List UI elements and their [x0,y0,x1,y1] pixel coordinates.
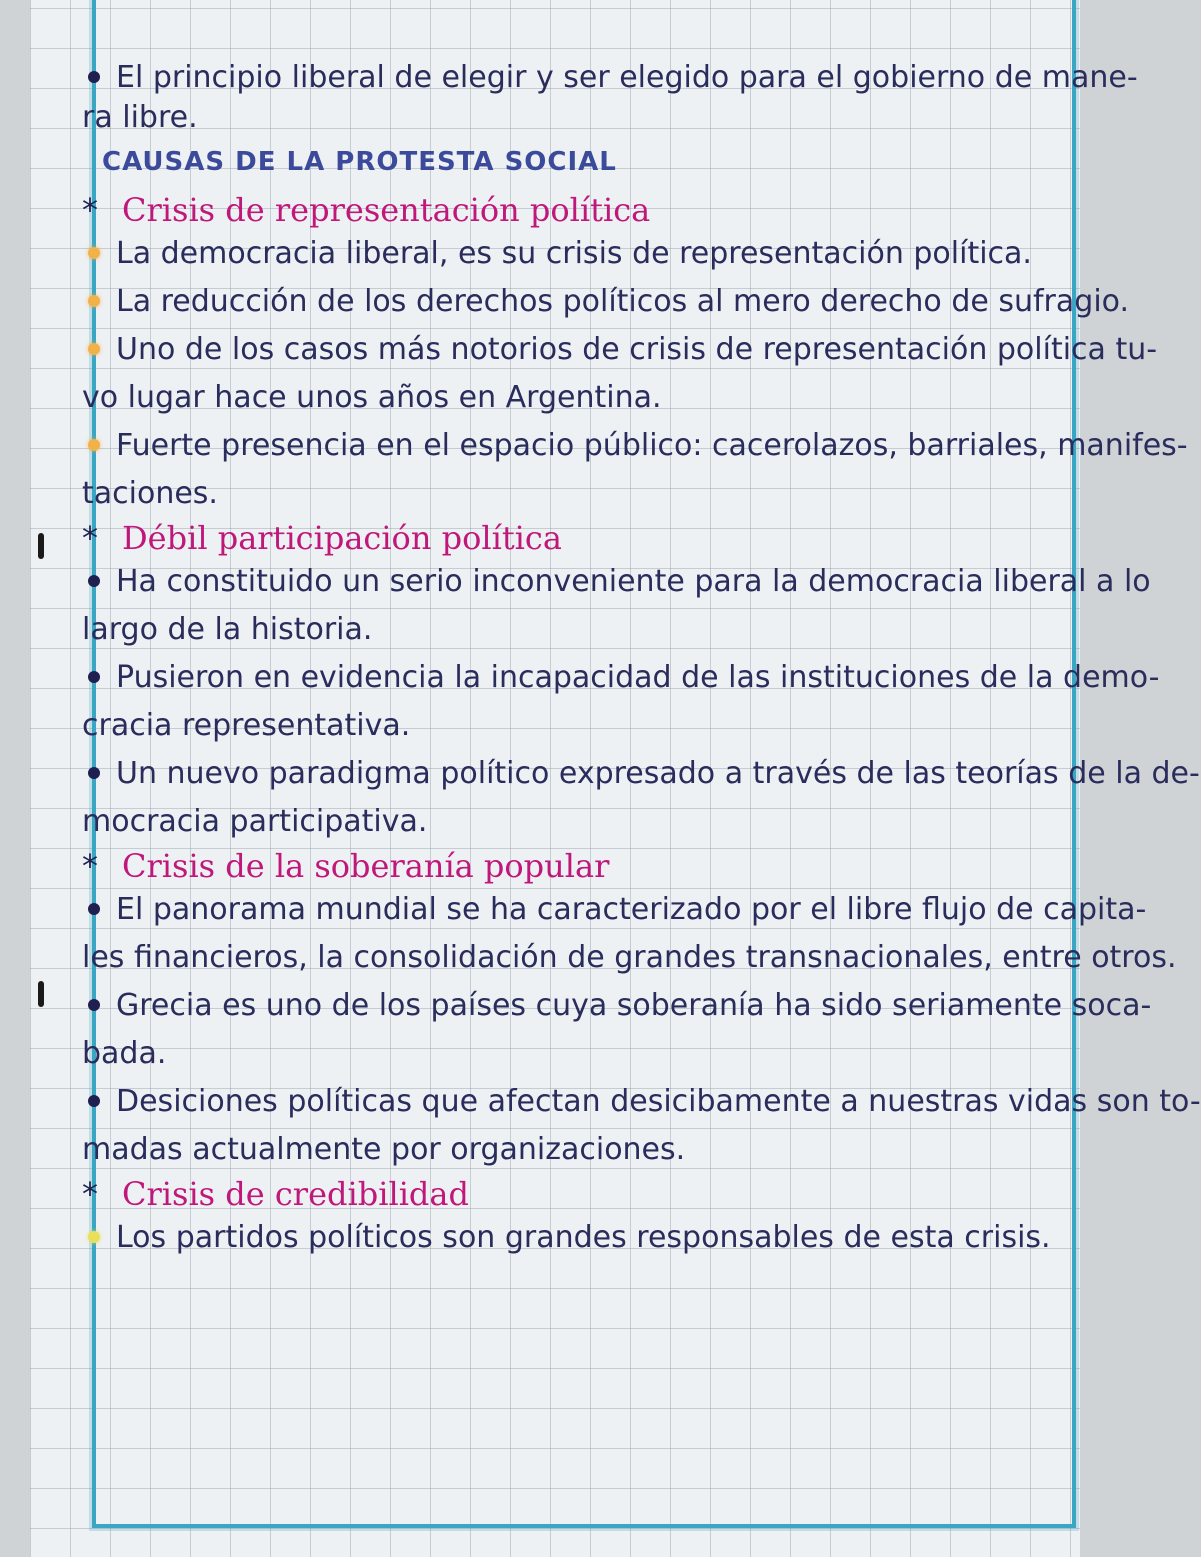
list-item: La reducción de los derechos políticos al mero derecho de sufragio. [82,282,1032,322]
bullet-icon [88,71,100,83]
star-icon: * [82,191,98,229]
list-item: El panorama mundial se ha caracterizado por el libre flujo de capita- [82,890,1032,930]
list-item: La democracia liberal, es su crisis de representación política. [82,234,1032,274]
section-heading: * Crisis de representación política [82,186,1032,234]
list-item-continued: largo de la historia. [82,612,373,647]
list-item: Fuerte presencia en el espacio público: cacerolazos, barriales, manifes- [82,426,1032,466]
list-item: Pusieron en evidencia la incapacidad de las instituciones de la demo- [82,658,1032,698]
handwritten-notes [82,58,1201,1498]
list-item-continued: bada. [82,1036,167,1071]
binder-ring-mark [38,981,44,1007]
binder-ring-mark [38,533,44,559]
list-item-continued: taciones. [82,476,218,511]
bullet-icon [88,575,100,587]
bullet-icon [88,903,100,915]
list-item: Uno de los casos más notorios de crisis de representación política tu- [82,330,1032,370]
list-item: Grecia es uno de los países cuya soberanía ha sido seriamente soca- [82,986,1032,1026]
bullet-icon [88,1231,100,1243]
list-item: Un nuevo paradigma político expresado a través de las teorías de la de- [82,754,1032,794]
intro-line-continued: ra libre. [82,100,198,135]
star-icon: * [82,519,98,557]
section-heading: * Crisis de la soberanía popular [82,842,1032,890]
list-item-continued: mocracia participativa. [82,804,428,839]
section-heading: * Crisis de credibilidad [82,1170,1032,1218]
section-heading: * Débil participación política [82,514,1032,562]
star-icon: * [82,847,98,885]
bullet-icon [88,343,100,355]
list-item-continued: les financieros, la consolidación de grandes transnacionales, entre otros. [82,940,1177,975]
list-item: Ha constituido un serio inconveniente para la democracia liberal a lo [82,562,1032,602]
bullet-icon [88,295,100,307]
list-item-continued: madas actualmente por organizaciones. [82,1132,686,1167]
list-item-continued: vo lugar hace unos años en Argentina. [82,380,662,415]
intro-line: El principio liberal de elegir y ser elegido para el gobierno de mane- [82,58,1032,98]
list-item-continued: cracia representativa. [82,708,411,743]
main-heading: CAUSAS DE LA PROTESTA SOCIAL [102,147,617,177]
bullet-icon [88,1095,100,1107]
bullet-icon [88,247,100,259]
bullet-icon [88,671,100,683]
star-icon: * [82,1175,98,1213]
list-item: Los partidos políticos son grandes responsables de esta crisis. [82,1218,1032,1258]
list-item: Desiciones políticas que afectan desicibamente a nuestras vidas son to- [82,1082,1032,1122]
bullet-icon [88,439,100,451]
bullet-icon [88,999,100,1011]
bullet-icon [88,767,100,779]
